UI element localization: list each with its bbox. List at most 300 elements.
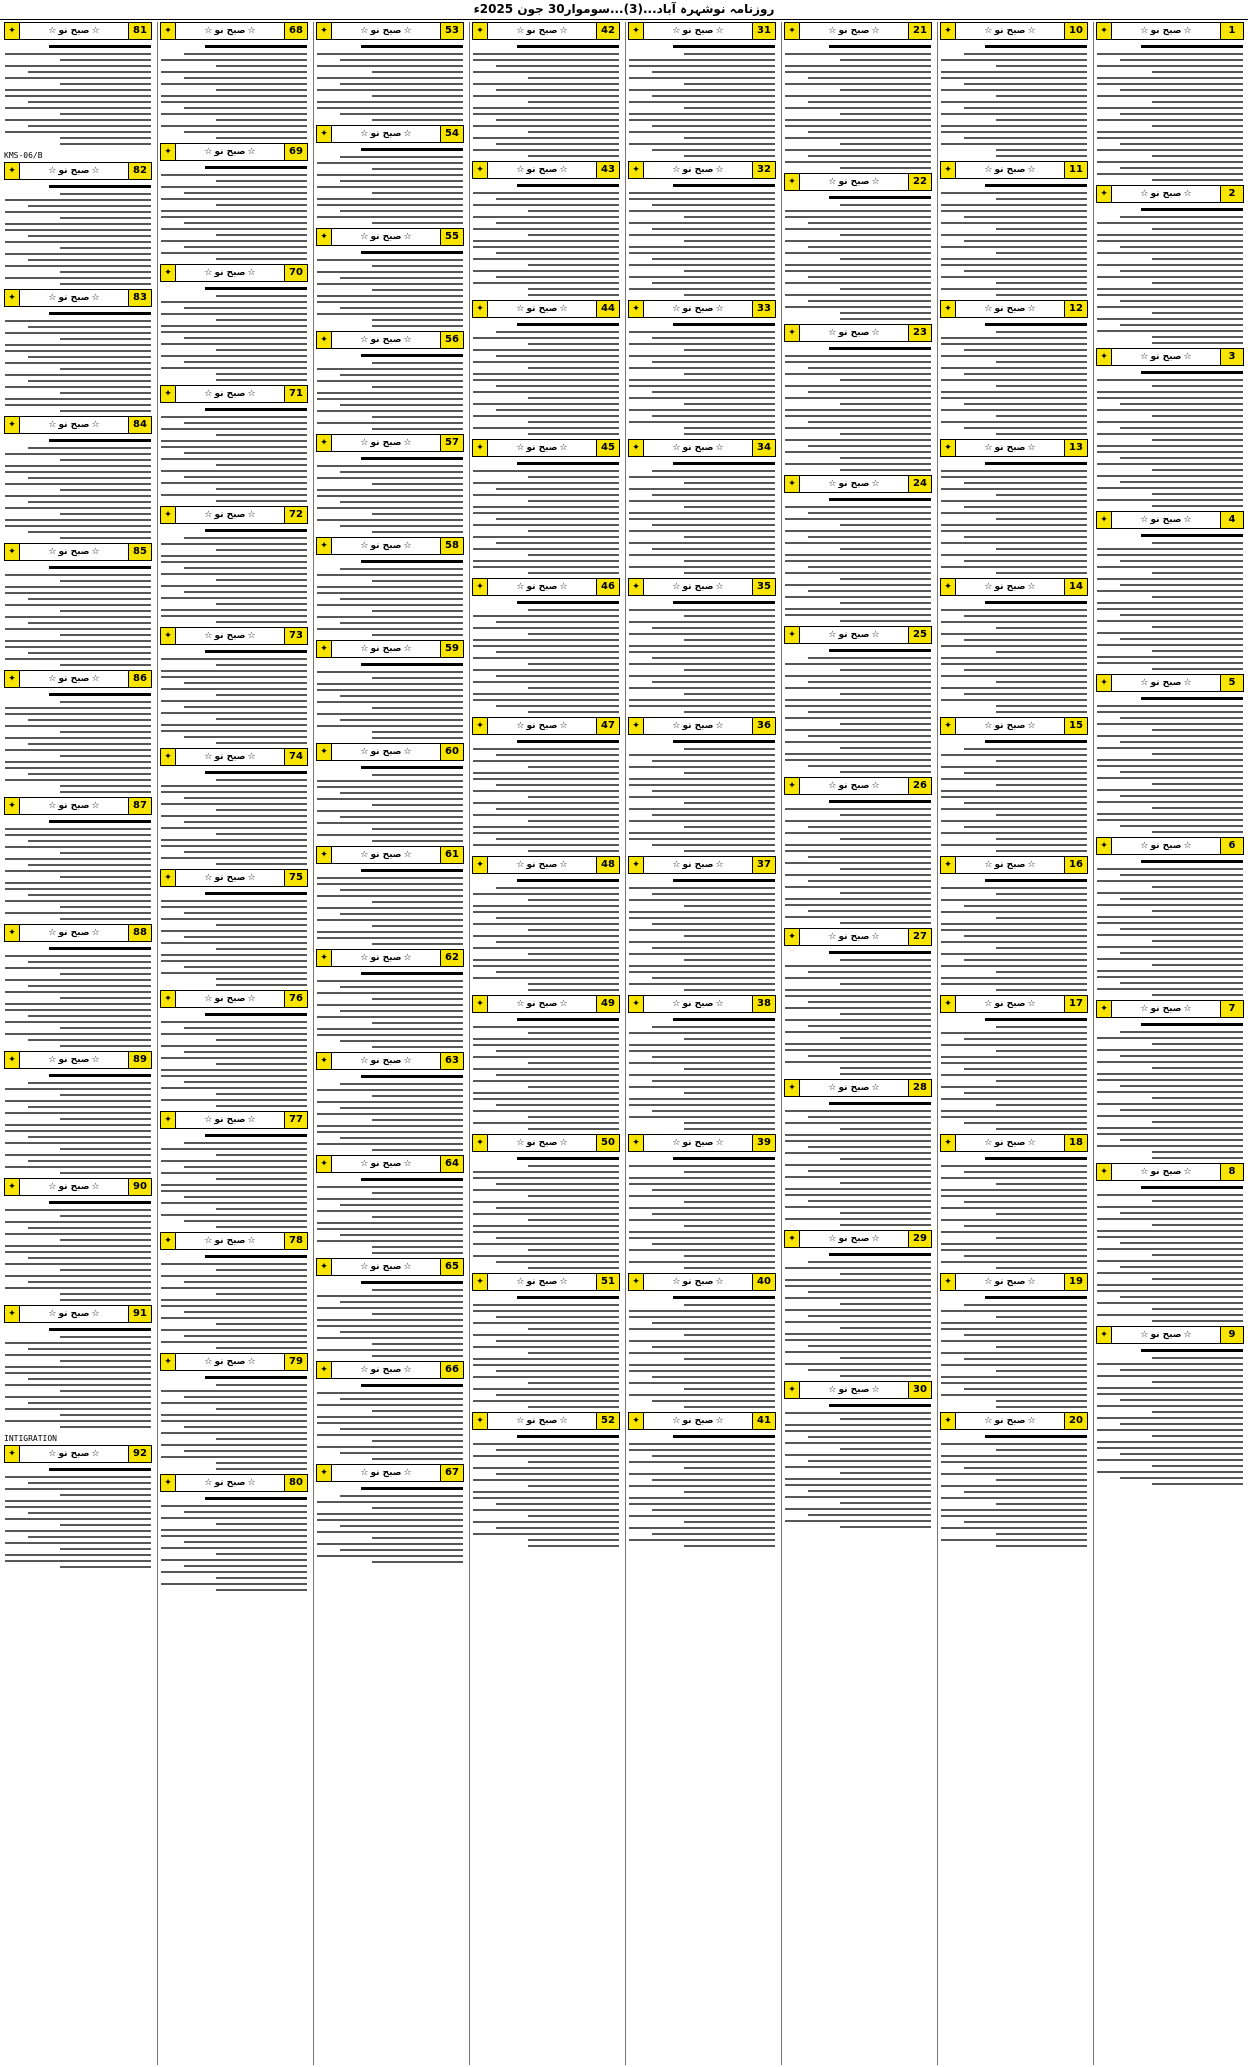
notice [1096,22,1244,181]
text-line [629,621,775,623]
text-line [785,1339,931,1341]
text-line [785,463,931,465]
text-line [1097,723,1243,725]
text-line [785,614,931,616]
text-line [317,1198,463,1200]
text-line [964,240,1087,242]
text-line [785,554,931,556]
text-line [684,294,775,296]
text-line [629,645,775,647]
star-icon: ☆ [984,165,993,175]
star-icon: ☆ [360,1159,369,1169]
text-line [996,705,1087,707]
text-line [785,397,931,399]
emblem-icon: ✦ [629,1135,644,1151]
text-line [941,1219,1087,1221]
notice [940,1273,1088,1408]
text-line [785,1430,931,1432]
emblem-icon: ✦ [785,1080,800,1096]
text-line [964,349,1087,351]
star-icon: ☆ [871,328,880,338]
text-line [5,241,151,243]
star-icon: ☆ [48,293,57,303]
text-line [964,1225,1087,1227]
notice-body [4,434,152,539]
text-line [1152,1381,1243,1383]
text-line [1097,656,1243,658]
text-line [629,971,775,973]
text-line [473,1044,619,1046]
notice-header [4,1445,152,1463]
text-line [785,210,931,212]
text-line [1097,916,1243,918]
notice-tag-text: صبح نو [1150,189,1182,199]
text-line [473,349,619,351]
text-line [372,513,463,515]
text-line [996,1267,1087,1269]
emblem-icon: ✦ [317,1362,332,1378]
text-line [216,1269,307,1271]
star-icon: ☆ [715,860,724,870]
notice-number: 9 [1220,1327,1243,1343]
text-line [684,935,775,937]
notice-header [784,1079,932,1097]
text-line [840,318,931,320]
text-line [496,1527,619,1529]
text-line [1097,276,1243,278]
notice-headline [361,869,463,872]
text-line [840,457,931,459]
notice-tag [644,162,752,178]
text-line [1097,421,1243,423]
text-line [161,482,307,484]
text-line [473,1213,619,1215]
text-line [785,995,931,997]
text-line [1152,1465,1243,1467]
notice-number: 87 [128,798,151,814]
text-line [1097,1073,1243,1075]
text-line [372,168,463,170]
notice-tag-text: صبح نو [994,582,1026,592]
text-line [528,1267,619,1269]
text-line [629,838,775,840]
text-line [473,566,619,568]
text-line [317,295,463,297]
text-line [785,125,931,127]
notice-header [784,22,932,40]
text-line [1152,1067,1243,1069]
text-line [28,1082,151,1084]
text-line [216,603,307,605]
star-icon: ☆ [360,644,369,654]
notice-tag-text: صبح نو [994,1416,1026,1426]
text-line [60,513,151,515]
text-line [652,1213,775,1215]
text-line [840,838,931,840]
text-line [317,1337,463,1339]
text-line [840,524,931,526]
notice-tag-text: صبح نو [838,26,870,36]
text-line [1120,928,1243,930]
text-line [941,1116,1087,1118]
notice [628,1412,776,1547]
notice-header [316,331,464,349]
text-line [161,615,307,617]
notice [316,1258,464,1357]
text-line [184,1027,307,1029]
text-line [184,851,307,853]
emblem-icon: ✦ [161,1112,176,1128]
notice-header [316,1464,464,1482]
text-line [528,155,619,157]
notice-number: 28 [908,1080,931,1096]
notice-header [160,1232,308,1250]
notice [4,1305,152,1428]
notice-header [472,578,620,596]
text-line [473,748,619,750]
star-icon: ☆ [360,953,369,963]
notice-tag [800,1382,908,1398]
notice-tag [488,440,596,456]
notice-body [316,1173,464,1254]
text-line [785,850,931,852]
notice-headline [517,601,619,604]
notice-number: 83 [128,290,151,306]
text-line [5,350,151,352]
text-line [785,1061,931,1063]
text-line [317,574,463,576]
text-line [216,1384,307,1386]
notice [316,1464,464,1563]
notice [160,385,308,502]
notice-headline [517,1435,619,1438]
text-line [5,1251,151,1253]
notice [628,995,776,1130]
text-line [785,506,931,508]
text-line [785,1424,931,1426]
text-line [184,821,307,823]
text-line [317,713,463,715]
notice-headline [1141,697,1243,700]
notice-body [4,1463,152,1568]
notice-body [784,1399,932,1528]
text-line [1097,819,1243,821]
notice-tag [956,162,1064,178]
column-4 [625,22,778,2065]
notice [160,264,308,381]
text-line [840,892,931,894]
notice-header [1096,1163,1244,1181]
text-line [317,586,463,588]
notice-headline [361,972,463,975]
text-line [840,983,931,985]
text-line [996,1503,1087,1505]
text-line [1097,487,1243,489]
text-line [785,1019,931,1021]
notice-header [628,1412,776,1430]
text-line [184,936,307,938]
text-line [941,675,1087,677]
star-icon: ☆ [91,293,100,303]
text-line [629,566,775,568]
text-line [60,1027,151,1029]
text-line [785,584,931,586]
text-line [60,1172,151,1174]
notice-body [316,1379,464,1460]
notice-tag [332,538,440,554]
text-line [652,1346,775,1348]
text-line [340,374,463,376]
text-line [372,925,463,927]
text-line [161,1214,307,1216]
text-line [184,53,307,55]
text-line [5,586,151,588]
text-line [808,512,931,514]
notice-tag-text: صبح نو [370,850,402,860]
text-line [652,627,775,629]
notice-headline [49,820,151,823]
text-line [629,983,775,985]
text-line [473,893,619,895]
text-line [1152,179,1243,181]
notice [784,777,932,924]
notice-tag-text: صبح نو [214,752,246,762]
text-line [941,645,1087,647]
star-icon: ☆ [204,873,213,883]
text-line [317,1307,463,1309]
text-line [473,204,619,206]
text-line [941,113,1087,115]
text-line [996,917,1087,919]
notice [160,143,308,260]
text-line [941,89,1087,91]
text-line [28,1106,151,1108]
text-line [785,1412,931,1414]
text-line [60,1299,151,1301]
notice-code: INTIGRATION [4,1434,57,1443]
notice-tag [20,1306,128,1322]
text-line [528,1352,619,1354]
star-icon: ☆ [828,630,837,640]
text-line [216,137,307,139]
text-line [785,675,931,677]
text-line [629,198,775,200]
text-line [5,362,151,364]
notice-tag [956,301,1064,317]
notice-tag [956,857,1064,873]
text-line [684,1388,775,1390]
text-line [528,264,619,266]
text-line [184,706,307,708]
text-line [652,814,775,816]
notice-number: 91 [128,1306,151,1322]
text-line [785,149,931,151]
star-icon: ☆ [360,1262,369,1272]
emblem-icon: ✦ [629,440,644,456]
text-line [1097,578,1243,580]
notice-tag [332,847,440,863]
emblem-icon: ✦ [5,417,20,433]
text-line [1097,1091,1243,1093]
text-line [840,143,931,145]
text-line [372,289,463,291]
notice-number: 50 [596,1135,619,1151]
text-line [1097,53,1243,55]
text-line [473,1080,619,1082]
text-line [216,1438,307,1440]
notice-tag-text: صبح نو [214,1236,246,1246]
text-line [1152,469,1243,471]
text-line [629,288,775,290]
notice-body [316,555,464,636]
text-line [473,639,619,641]
text-line [840,1212,931,1214]
text-line [5,53,151,55]
notice-tag [332,641,440,657]
notice [940,995,1088,1130]
notice [940,1134,1088,1269]
text-line [808,735,931,737]
notice-tag-text: صبح نو [838,1234,870,1244]
notice-body [316,349,464,430]
text-line [317,1404,463,1406]
text-line [184,422,307,424]
text-line [28,961,151,963]
notice-header [316,434,464,452]
star-icon: ☆ [672,582,681,592]
text-line [161,960,307,962]
text-line [5,471,151,473]
text-line [473,1533,619,1535]
text-line [1097,777,1243,779]
notice-header [316,1361,464,1379]
star-icon: ☆ [403,747,412,757]
notice-tag [644,718,752,734]
text-line [60,1094,151,1096]
text-line [785,1122,931,1124]
text-line [340,986,463,988]
text-line [1097,463,1243,465]
notice-number: 15 [1064,718,1087,734]
notice-tag [176,1233,284,1249]
star-icon: ☆ [715,582,724,592]
text-line [372,610,463,612]
text-line [1097,318,1243,320]
star-icon: ☆ [871,26,880,36]
notice-tag-text: صبح نو [1150,1167,1182,1177]
text-line [184,1541,307,1543]
text-line [785,808,931,810]
text-line [372,1289,463,1291]
star-icon: ☆ [828,479,837,489]
star-icon: ☆ [828,1083,837,1093]
star-icon: ☆ [247,147,256,157]
star-icon: ☆ [871,932,880,942]
text-line [216,1105,307,1107]
text-line [528,421,619,423]
notice [316,434,464,533]
text-line [60,247,151,249]
text-line [941,1443,1087,1445]
notice-tag-text: صبح نو [58,166,90,176]
text-line [184,107,307,109]
text-line [1152,1483,1243,1485]
notice-tag-text: صبح نو [58,1182,90,1192]
star-icon: ☆ [516,582,525,592]
text-line [1097,433,1243,435]
text-line [785,989,931,991]
text-line [629,1237,775,1239]
notice-header [628,717,776,735]
text-line [964,53,1087,55]
text-line [5,1021,151,1023]
text-line [5,211,151,213]
text-line [5,1088,151,1090]
text-line [5,519,151,521]
text-line [216,809,307,811]
text-line [1152,807,1243,809]
text-line [317,1034,463,1036]
text-line [785,1520,931,1522]
emblem-icon: ✦ [629,301,644,317]
text-line [473,1310,619,1312]
text-line [5,1554,151,1556]
notice-header [784,777,932,795]
notice-body [1096,1344,1244,1485]
text-line [5,640,151,642]
text-line [60,193,151,195]
text-line [785,252,931,254]
notice-number: 31 [752,23,775,39]
star-icon: ☆ [1027,1277,1036,1287]
text-line [216,1154,307,1156]
star-icon: ☆ [516,26,525,36]
text-line [5,374,151,376]
text-line [161,416,307,418]
text-line [317,877,463,879]
text-line [496,675,619,677]
text-line [28,1378,151,1380]
text-line [5,1003,151,1005]
text-line [808,1146,931,1148]
notice-header [160,1353,308,1371]
text-line [60,1045,151,1047]
text-line [473,1092,619,1094]
text-line [372,1149,463,1151]
text-line [216,373,307,375]
emblem-icon: ✦ [785,929,800,945]
notice [628,300,776,435]
text-line [629,89,775,91]
star-icon: ☆ [1027,165,1036,175]
star-icon: ☆ [1183,1004,1192,1014]
text-line [1097,264,1243,266]
text-line [216,1323,307,1325]
text-line [5,858,151,860]
text-line [996,294,1087,296]
text-line [473,1467,619,1469]
star-icon: ☆ [672,26,681,36]
text-line [941,1207,1087,1209]
text-line [5,1275,151,1277]
column-6 [313,22,466,2065]
notice-tag-text: صبح نو [370,129,402,139]
notice [160,1111,308,1228]
notice-body [940,1430,1088,1547]
notice [628,578,776,713]
text-line [1097,548,1243,550]
text-line [340,1398,463,1400]
